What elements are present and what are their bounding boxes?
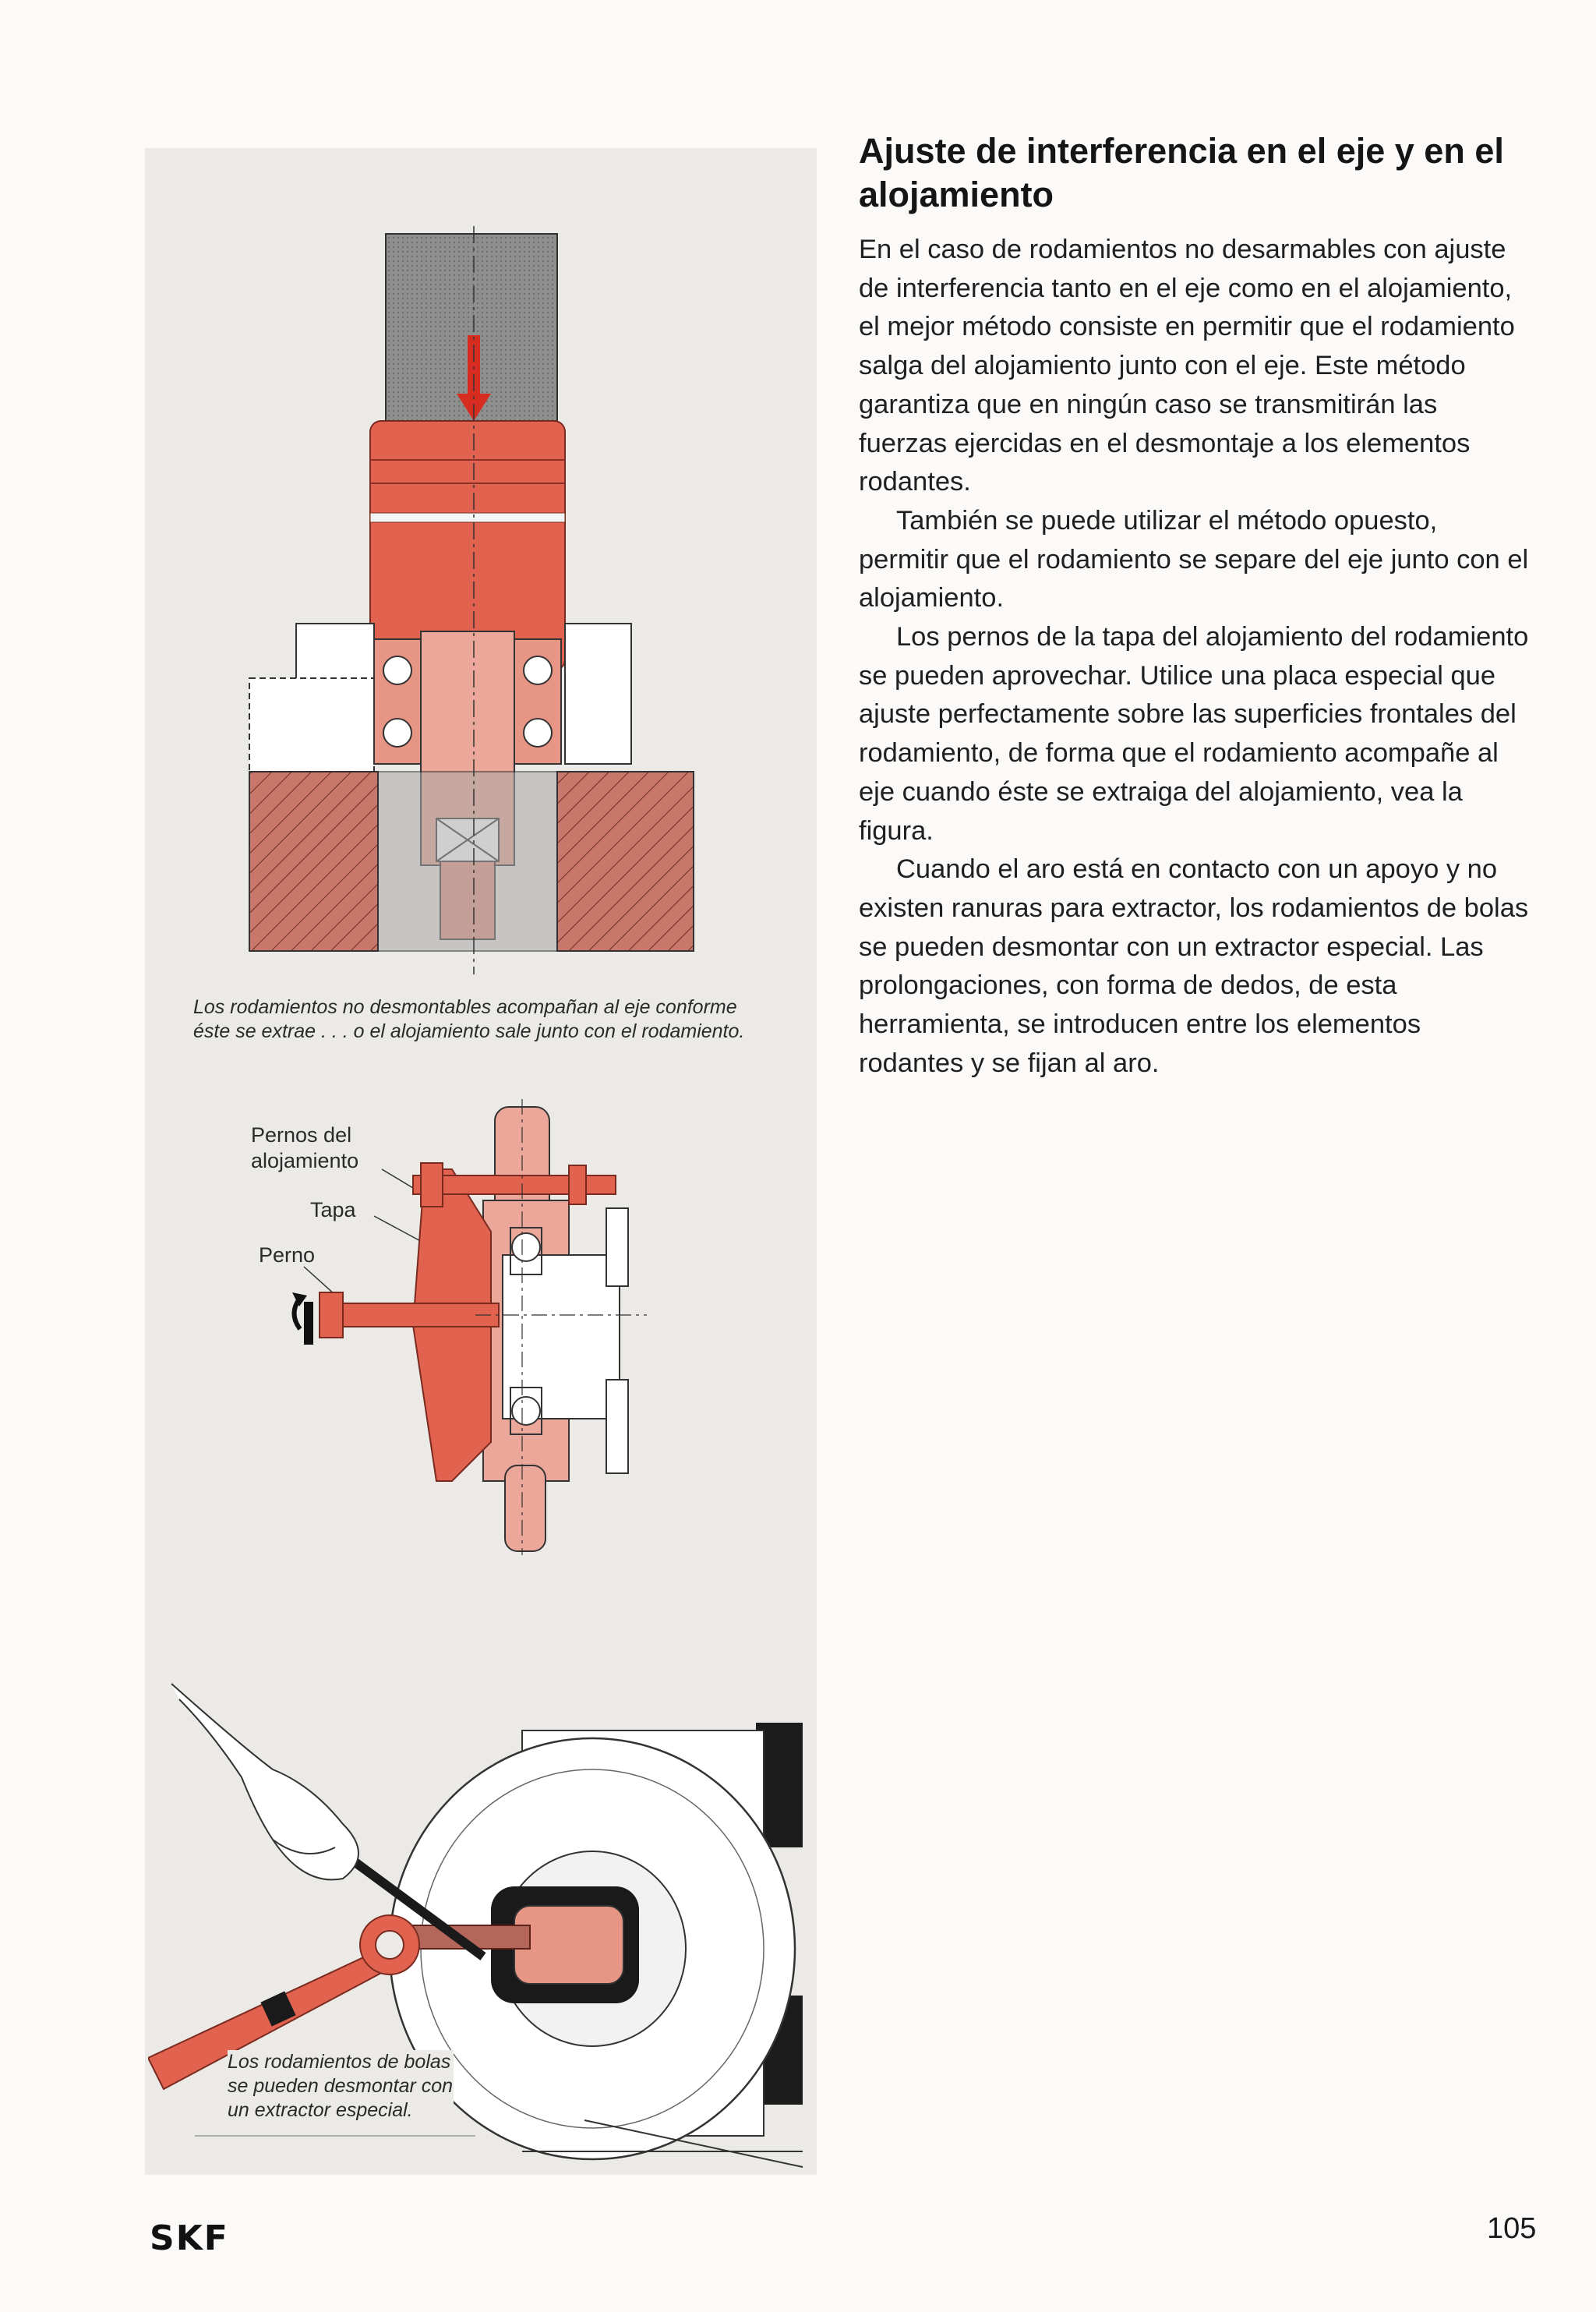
article-paragraph-2: También se puede utilizar el método opuesto, permitir que el rodamiento se separe del eje junto con el alojamiento.	[859, 505, 1529, 613]
figure1-caption: Los rodamientos no desmontables acompañan al eje conforme éste se extrae . . . o el alojamiento sale junto con el rodamiento.	[193, 996, 745, 1042]
bearing-right	[514, 639, 561, 764]
article-paragraph-1: En el caso de rodamientos no desarmables con ajuste de interferencia tanto en el eje como en el alojamiento, el mejor método consiste en permitir que el rodamiento salga del alojamiento junto con el eje. Este método garantiza que en ningún caso se transmitirán las fuerzas ejercidas en el desmontaje a los elementos rodantes.	[859, 235, 1515, 497]
label-bolt: Perno	[259, 1243, 316, 1267]
article	[859, 129, 1531, 1083]
label-housing-bolts: Pernos del alojamiento	[251, 1123, 359, 1172]
bearing-left	[374, 639, 421, 764]
skf-logo: SKF	[150, 2218, 229, 2258]
figure3-caption: Los rodamientos de bolas se pueden desmontar con un extractor especial.	[228, 2051, 454, 2121]
bearing-press-diagram	[242, 226, 709, 974]
label-cover: Tapa	[310, 1198, 356, 1221]
housing-bolt-extraction-diagram	[257, 1091, 678, 1559]
page-number: 105	[1487, 2212, 1537, 2245]
article-paragraph-4: Cuando el aro está en contacto con un apoyo y no existen ranuras para extractor, los rodamientos de bolas se pueden desmontar con un extractor especial. Las prolongaciones, con forma de dedos, de esta herramienta, se introducen entre los elementos rodantes y se fijan al aro.	[859, 854, 1529, 1078]
article-paragraph-3: Los pernos de la tapa del alojamiento del rodamiento se pueden aprovechar. Utilice una placa especial que ajuste perfectamente sobre las superficies frontales del rodamiento, de forma que el rodamiento acompañe al eje cuando éste se extraiga del alojamiento, vea la figura.	[859, 622, 1529, 846]
article-title: Ajuste de interferencia en el eje y en el alojamiento	[859, 131, 1504, 214]
